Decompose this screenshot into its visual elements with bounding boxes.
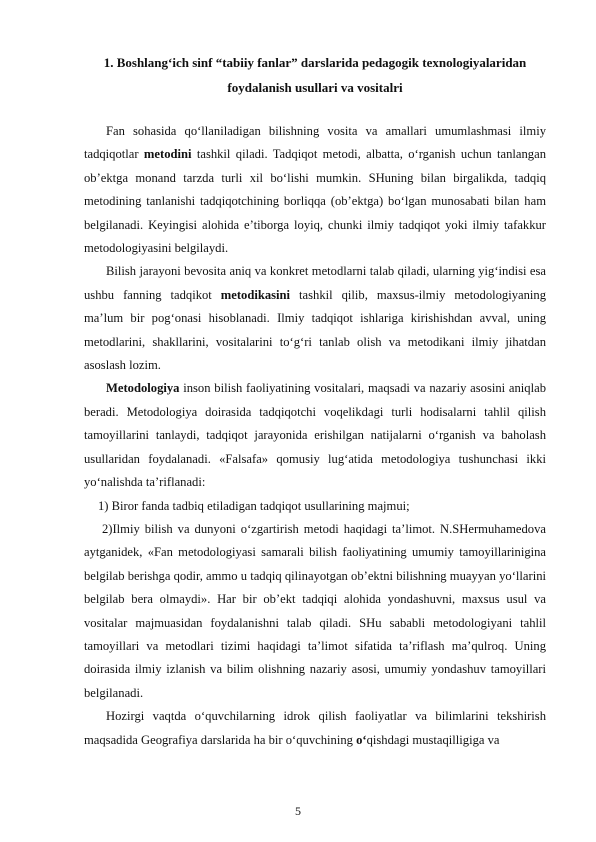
p4-text-c: qishdagi mustaqilligiga va xyxy=(366,732,500,747)
p1-text-c: tashkil qiladi. Tadqiqot metodi, albatta, o‘rganish uchun tanlangan ob’ektga monand tarzda turli xil bo‘lishi mumkin. SHuning bilan birgalikda, tadqiq metodining tanlanishi tadqiqotchining borliqqa (ob’ektga) bo‘lgan munosabati bilan ham belgilanadi. Keyingisi alohida e’tiborga loyiq, chunki ilmiy tadqiqot yoki ilmiy tafakkur metodologiyasini belgilaydi. xyxy=(84,147,546,256)
p2-text-a: Bilish jarayoni bevosita aniq va konkret metodlarni talab qiladi, ularning yig‘indisi esa ushbu fanning tadqikot xyxy=(84,264,546,302)
paragraph-1 xyxy=(84,120,546,260)
heading-line-1: 1. Boshlang‘ich sinf “tabiiy fanlar” darslarida pedagogik texnologiyalaridan xyxy=(103,55,527,70)
list-item-1: 1) Biror fanda tadbiq etiladigan tadqiqot usullarining majmui; xyxy=(98,498,410,513)
p2-term-metodikasini: metodikasini xyxy=(220,287,291,302)
heading-line-2: foydalanish usullari va vositalri xyxy=(227,80,403,95)
p4-text-bold: o‘ xyxy=(356,732,367,747)
p3-text-b: inson bilish faoliyatining vositalari, maqsadi va nazariy asosini aniqlab beradi. Metodologiya doirasida tadqiqotchi voqelikdagi turli hodisalarni tahlil qilish tamoyillarini tanlaydi, tadqiqot jarayonida erishilgan natijalarni o‘rganish va baholash usullaridan foydalanadi. «Falsafa» qomusiy lug‘atida metodologiya tushunchasi ikki yo‘nalishda ta’riflanadi: xyxy=(84,381,546,490)
p2-text-c: tashkil qilib, maxsus-ilmiy metodologiyaning ma’lum bir pog‘onasi hisoblanadi. Ilmiy tadqiqot ishlariga kirishishdan avval, uning metodlarini, shakllarini, vositalarini to‘g‘ri tanlab olish va metodikani ilmiy jihatdan asoslash lozim. xyxy=(84,287,547,373)
p3-term-metodologiya: Metodologiya xyxy=(106,381,180,396)
list-item-2: 2)Ilmiy bilish va dunyoni o‘zgartirish metodi haqidagi ta’limot. N.SHermuhamedova aytganidek, «Fan metodologiyasi samarali bilish faoliyatining umumiy tamoyillarinigina belgilab berishga qodir, ammo u tadqiq qilinayotgan ob’ektni bilishning muayyan yo‘llarini belgilab bera olmaydi». Har bir ob’ekt tadqiqi alohida yondashuvni, maxsus usul va vositalar majmuasidan foydalanishni talab qiladi. SHu sababli metodologiyani tahlil tamoyillari va metodlari tizimi haqidagi ta’limot sifatida ta’riflash ma’qulroq. Uning doirasida ilmiy izlanish va bilim olishning nazariy asosi, umumiy yondashuv tamoyillari belgilanadi. xyxy=(84,521,546,700)
body-text xyxy=(84,120,546,752)
paragraph-2 xyxy=(84,260,546,377)
paragraph-4 xyxy=(84,705,546,752)
section-heading xyxy=(84,50,546,100)
paragraph-3 xyxy=(84,377,546,494)
page-number: 5 xyxy=(295,804,301,818)
p1-term-metodini: metodini xyxy=(143,147,192,162)
p1-text-a: Fan sohasida qo‘llaniladigan bilishning vosita va amallari umumlashmasi ilmiy tadqiqotlar xyxy=(84,124,546,162)
p4-text-a: Hozirgi vaqtda o‘quvchilarning idrok qilish faoliyatlar va bilimlarini tekshirish maqsadida Geografiya darslarida ha bir o‘quvchining xyxy=(84,709,546,747)
